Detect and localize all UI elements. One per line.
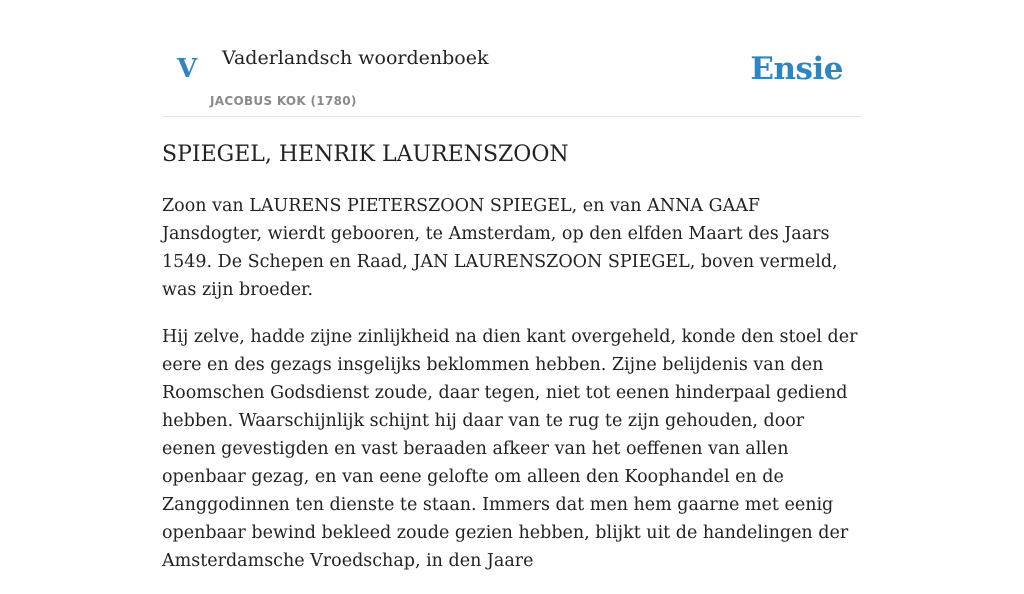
- book-initial-badge[interactable]: V: [177, 54, 198, 84]
- entry-title: SPIEGEL, HENRIK LAURENSZOON: [162, 142, 569, 167]
- book-title-link[interactable]: Vaderlandsch woordenboek: [222, 47, 489, 69]
- entry-paragraph: Hij zelve, hadde zijne zinlijkheid na dien kant overgeheld, konde den stoel der eere en des gezags insgelijks beklommen hebben. Zijne belijdenis van den Roomschen Godsdienst zoude, daar tegen, niet tot eenen hinderpaal gediend hebben. Waarschijnlijk schijnt hij daar van te rug te zijn gehouden, door eenen gevestigden en vast beraaden afkeer van het oeffenen van allen openbaar gezag, en van eene gelofte om alleen den Koophandel en de Zanggodinnen ten dienste te staan. Immers dat men hem gaarne met eenig openbaar bewind bekleed zoude gezien hebben, blijkt uit de handelingen der Amsterdamsche Vroedschap, in den Jaare: [162, 327, 858, 571]
- entry-paragraph: Zoon van LAURENS PIETERSZOON SPIEGEL, en van ANNA GAAF Jansdogter, wierdt gebooren, te Amsterdam, op den elfden Maart des Jaars 1549. De Schepen en Raad, JAN LAURENSZOON SPIEGEL, boven vermeld, was zijn broeder.: [162, 196, 838, 300]
- book-author: JACOBUS KOK (1780): [210, 94, 357, 108]
- book-header: [162, 0, 862, 117]
- entry-body: [162, 192, 862, 594]
- site-logo[interactable]: Ensie: [750, 51, 843, 87]
